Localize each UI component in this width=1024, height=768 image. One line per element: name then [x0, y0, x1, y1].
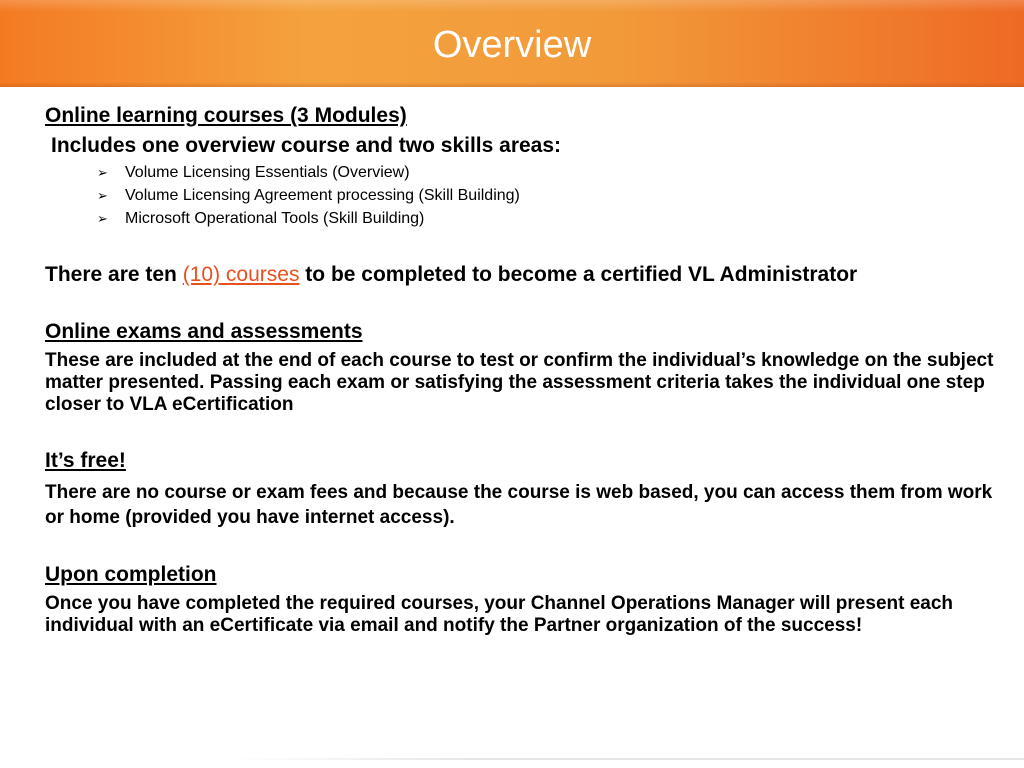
list-item [97, 184, 995, 207]
completion-body: Once you have completed the required courses, your Channel Operations Manager will present each individual with an eCertificate via email and notify the Partner organization of the success! [45, 593, 954, 636]
slide-title: Overview [432, 24, 592, 66]
list-item-label: Volume Licensing Essentials (Overview) [125, 164, 410, 181]
list-item [97, 207, 995, 230]
online-courses-heading: Online learning courses (3 Modules) [45, 104, 407, 127]
free-body: There are no course or exam fees and because the course is web based, you can access them from work or home (provided you have internet access). [45, 482, 993, 528]
list-item [97, 161, 995, 184]
courses-count-line [45, 263, 995, 287]
footer-divider [230, 758, 1024, 760]
list-item-label: Microsoft Operational Tools (Skill Building) [125, 210, 425, 227]
title-bar [0, 0, 1024, 87]
skills-list [45, 161, 995, 230]
courses-count-suffix: to be completed to become a certified VL Administrator [299, 263, 858, 286]
arrow-bullet-icon: ➢ [97, 165, 108, 180]
arrow-bullet-icon: ➢ [97, 211, 108, 226]
courses-subheading: Includes one overview course and two skills areas: [51, 134, 562, 157]
slide-content [45, 103, 995, 637]
courses-count-prefix: There are ten [45, 263, 183, 286]
exams-heading: Online exams and assessments [45, 320, 363, 343]
exams-body: These are included at the end of each course to test or confirm the individual’s knowledge on the subject matter presented. Passing each exam or satisfying the assessment criteria takes the individual one step closer to VLA eCertification [45, 350, 994, 415]
list-item-label: Volume Licensing Agreement processing (Skill Building) [125, 187, 520, 204]
free-heading: It’s free! [45, 449, 126, 472]
courses-link[interactable]: (10) courses [182, 263, 300, 286]
arrow-bullet-icon: ➢ [97, 188, 108, 203]
completion-heading: Upon completion [45, 563, 217, 586]
